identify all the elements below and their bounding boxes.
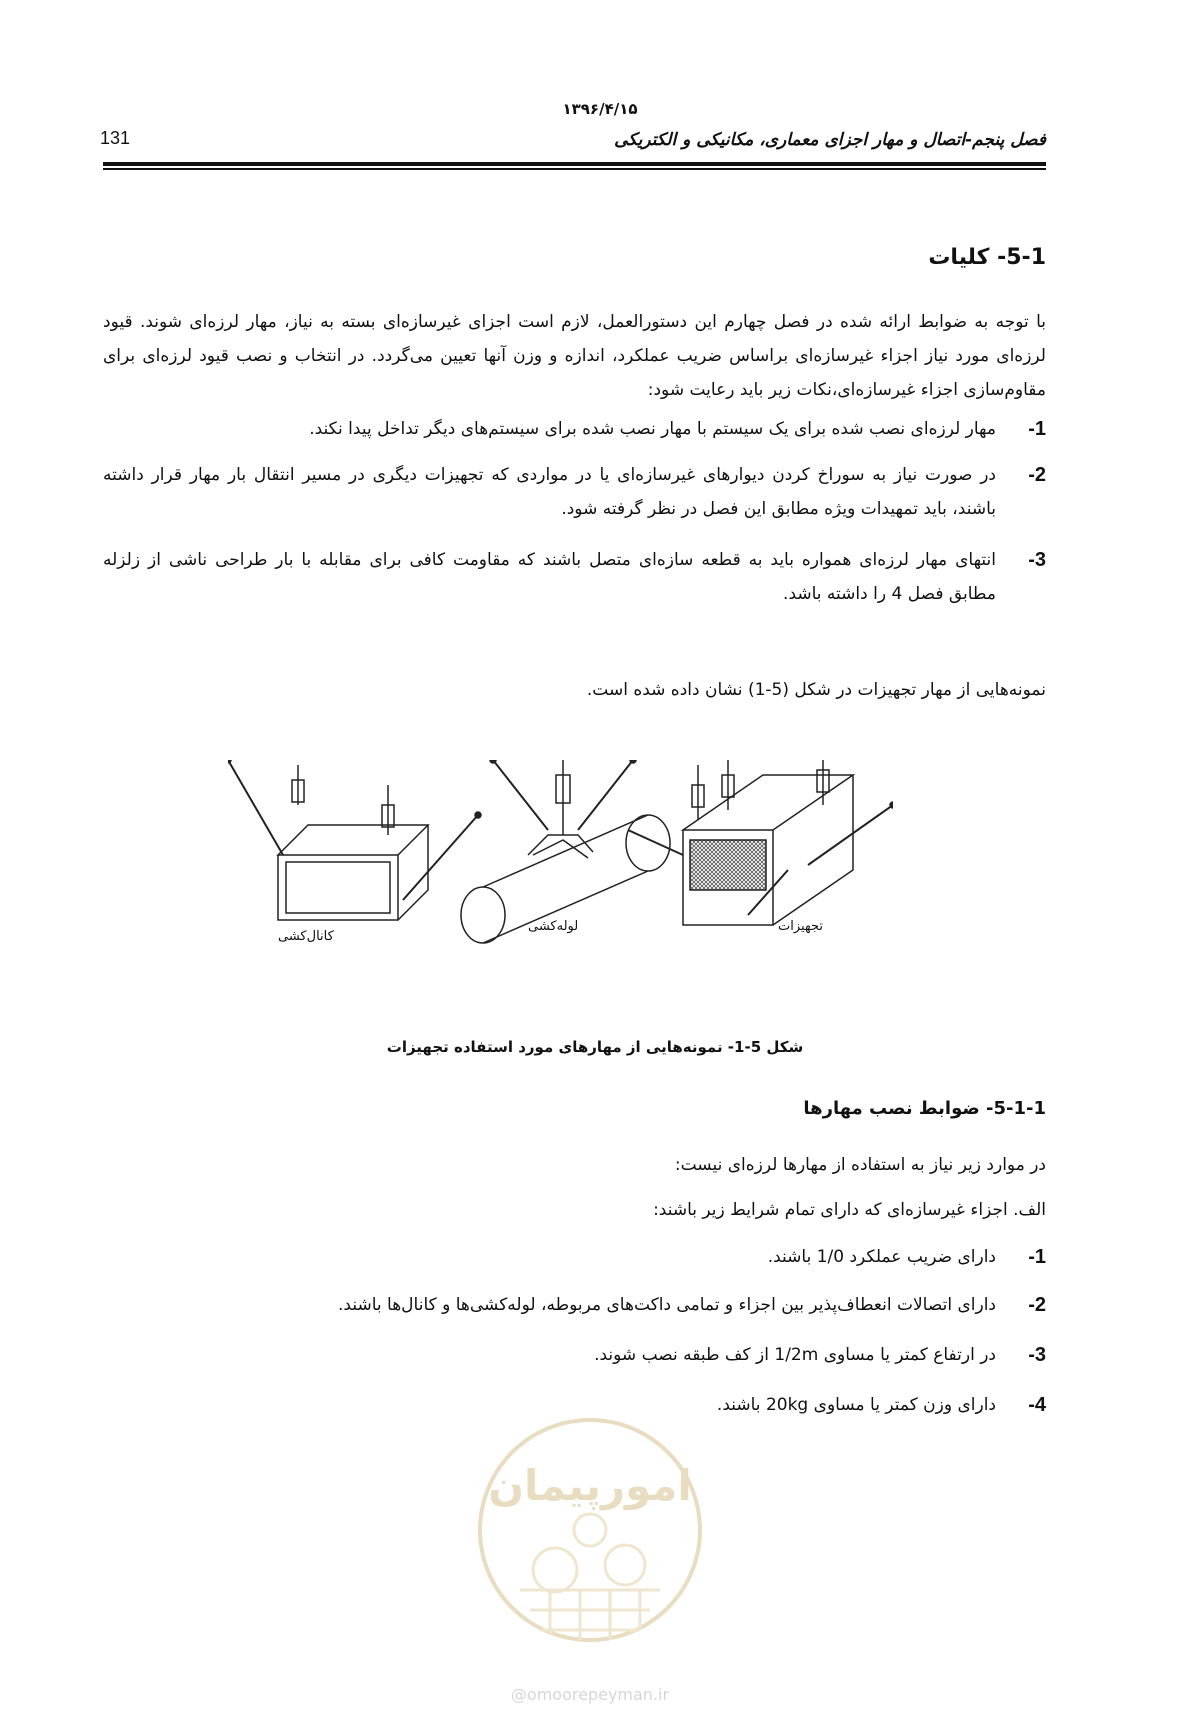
list-item [103,543,1046,611]
list-item [103,412,1046,446]
chapter-title: فصل پنجم-اتصال و مهار اجزای معماری، مکانیکی و الکتریکی [614,130,1046,150]
pipe-drawing [461,760,670,943]
bracing-figure [228,760,893,960]
header-rule [103,162,1046,166]
list-item-number: 2- [1028,1294,1046,1316]
subsection-line-1: در موارد زیر نیاز به استفاده از مهارها لرزه‌ای نیست: [674,1155,1046,1175]
list-item-text: دارای ضریب عملکرد 1/0 باشند. [767,1247,996,1267]
list-item [103,458,1046,526]
watermark-logo [470,1385,710,1735]
list-item-number: 4- [1028,1394,1046,1416]
examples-sentence: نمونه‌هایی از مهار تجهیزات در شکل (5-1) نشان داده شده است. [586,680,1046,700]
list-item-text: در صورت نیاز به سوراخ کردن دیوارهای غیرسازه‌ای یا در مواردی که تجهیزات دیگری در مسیر انتقال بار مهار قرار داشته باشند، باید تمهیدات ویژه مطابق این فصل در نظر گرفته شود. [103,465,996,519]
figure-label-pipes: لوله‌کشی [528,919,579,934]
equipment-drawing [628,760,893,925]
subsection-heading: 5-1-1- ضوابط نصب مهارها [803,1098,1046,1119]
list-item [768,1240,1046,1274]
list-item-text: دارای وزن کمتر یا مساوی 20kg باشند. [716,1395,996,1415]
list-item-number: 3- [1028,1344,1046,1366]
duct-drawing [228,760,481,920]
subsection-line-2: الف. اجزاء غیرسازه‌ای که دارای تمام شرایط زیر باشند: [653,1200,1046,1220]
list-item [338,1288,1046,1322]
header-rule-thin [103,168,1046,170]
figure-label-ducts: کانال‌کشی [278,929,334,944]
list-item-number: 1- [1028,1246,1046,1268]
list-item-text: مهار لرزه‌ای نصب شده برای یک سیستم با مهار نصب شده برای سیستم‌های دیگر تداخل پیدا نکند. [309,419,996,439]
list-item [717,1388,1046,1422]
watermark-logo-text: امورپیمان [488,1461,692,1510]
document-date: ۱۳۹۶/۴/۱۵ [562,100,638,118]
list-item [594,1338,1046,1372]
intro-paragraph: با توجه به ضوابط ارائه شده در فصل چهارم این دستورالعمل، لازم است اجزای غیرسازه‌ای بسته به نیاز، مهار لرزه‌ای شوند. قیود لرزه‌ای مورد نیاز اجزاء غیرسازه‌ای براساس ضریب عملکرد، اندازه و وزن آنها تعیین می‌گردد. در انتخاب و نصب قیود لرزه‌ای برای مقاوم‌سازی اجزاء غیرسازه‌ای،نکات زیر باید رعایت شود: [103,312,1046,400]
section-heading: 5-1- کلیات [928,245,1046,270]
figure-caption: شکل 5-1- نمونه‌هایی از مهارهای مورد استفاده تجهیزات [386,1038,804,1056]
page-number: 131 [100,128,131,148]
list-item-number: 2- [1028,464,1046,486]
list-item-number: 3- [1028,549,1046,571]
list-item-text: دارای اتصالات انعطاف‌پذیر بین اجزاء و تمامی داکت‌های مربوطه، لوله‌کشی‌ها و کانال‌ها باشند. [338,1295,996,1315]
list-item-text: انتهای مهار لرزه‌ای همواره باید به قطعه سازه‌ای متصل باشند که مقاومت کافی برای مقابله با بار طراحی ناشی از زلزله مطابق فصل 4 را داشته باشد. [103,550,996,604]
watermark-url: @omoorepeyman.ir [510,1685,670,1704]
figure-label-equipment: تجهیزات [778,919,823,934]
list-item-number: 1- [1028,418,1046,440]
list-item-text: در ارتفاع کمتر یا مساوی 1/2m از کف طبقه نصب شوند. [594,1345,996,1365]
